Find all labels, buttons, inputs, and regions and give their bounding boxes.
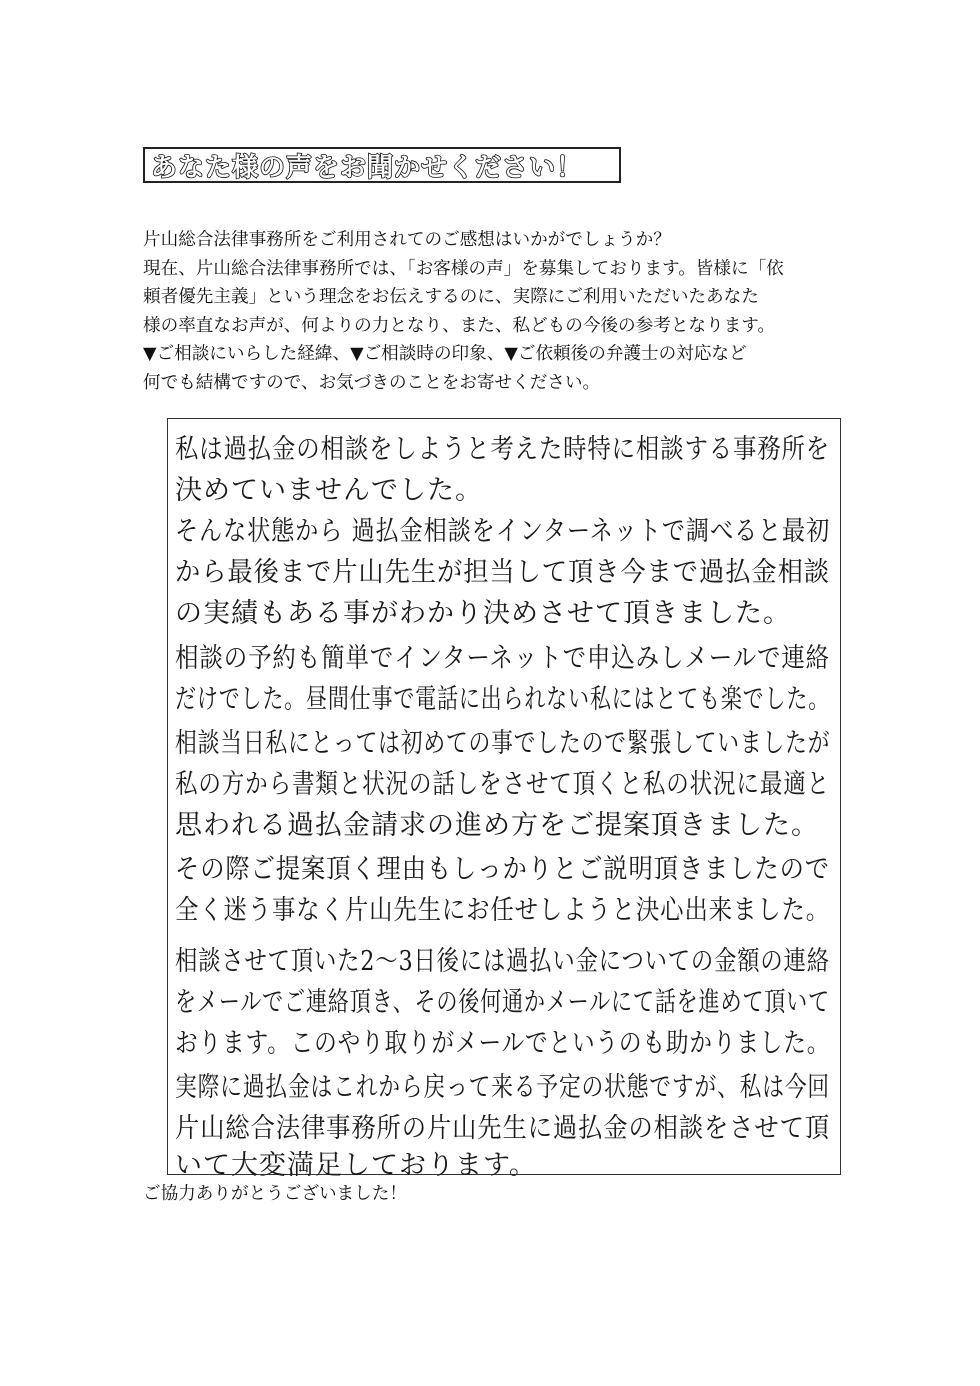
handwritten-line: 私は過払金の相談をしようと考えた時特に相談する事務所を [175, 434, 830, 465]
handwritten-line: 相談させて頂いた2〜3日後には過払い金についての金額の連絡 [175, 946, 830, 977]
handwritten-line: 相談当日私にとっては初めての事でしたので緊張していましたが [175, 728, 831, 759]
intro-line: 片山総合法律事務所をご利用されてのご感想はいかがでしょうか？ [143, 230, 671, 250]
intro-line: 様の率直なお声が、何よりの力となり、また、私どもの今後の参考となります。 [143, 315, 775, 336]
intro-line: 頼者優先主義」という理念をお伝えするのに、実際にご利用いただいたあなた [143, 287, 759, 308]
handwritten-line: 私の方から書類と状況の話しをさせて頂くと私の状況に最適と [175, 769, 830, 800]
handwritten-line: 片山総合法律事務所の片山先生に過払金の相談をさせて頂 [175, 1113, 830, 1144]
handwritten-line: その際ご提案頂く理由もしっかりとご説明頂きましたので [175, 854, 830, 885]
intro-paragraph [143, 226, 843, 398]
handwritten-line: の実績もある事がわかり決めさせて頂きました。 [175, 598, 791, 629]
title-box [143, 147, 621, 183]
page-title: あなた様の声をお聞かせください！ [151, 152, 584, 183]
intro-line: 現在、片山総合法律事務所では、「お客様の声」を募集しております。皆様に「依 [143, 258, 784, 279]
handwritten-line: そんな状態から 過払金相談をインターネットで調べると最初 [175, 516, 831, 547]
handwritten-line: 思われる過払金請求の進め方をご提案頂きました。 [175, 810, 819, 841]
handwritten-line: おります。このやり取りがメールでというのも助かりました。 [175, 1028, 831, 1059]
handwritten-line: をメールでご連絡頂き、その後何通かメールにて話を進めて頂いて [175, 987, 830, 1018]
intro-line: 何でも結構ですので、お気づきのことをお寄せください。 [143, 372, 601, 393]
handwritten-line: から最後まで片山先生が担当して頂き今まで過払金相談 [175, 557, 830, 588]
handwritten-line: 決めていませんでした。 [175, 475, 483, 506]
handwritten-line: だけでした。昼間仕事で電話に出られない私にはとても楽でした。 [175, 684, 830, 715]
intro-line: ▼ご相談にいらした経緯、▼ご相談時の印象、▼ご依頼後の弁護士の対応など [143, 344, 747, 365]
handwritten-letter-box [167, 418, 841, 1181]
handwritten-line: 相談の予約も簡単でインターネットで申込みしメールで連絡 [175, 643, 831, 674]
closing-text: ご協力ありがとうございました！ [143, 1184, 407, 1204]
handwritten-line: いて大変満足しております。 [175, 1150, 537, 1181]
handwritten-line: 全く迷う事なく片山先生にお任せしようと決心出来ました。 [175, 895, 830, 926]
handwritten-line: 実際に過払金はこれから戻って来る予定の状態ですが、私は今回 [175, 1072, 830, 1103]
